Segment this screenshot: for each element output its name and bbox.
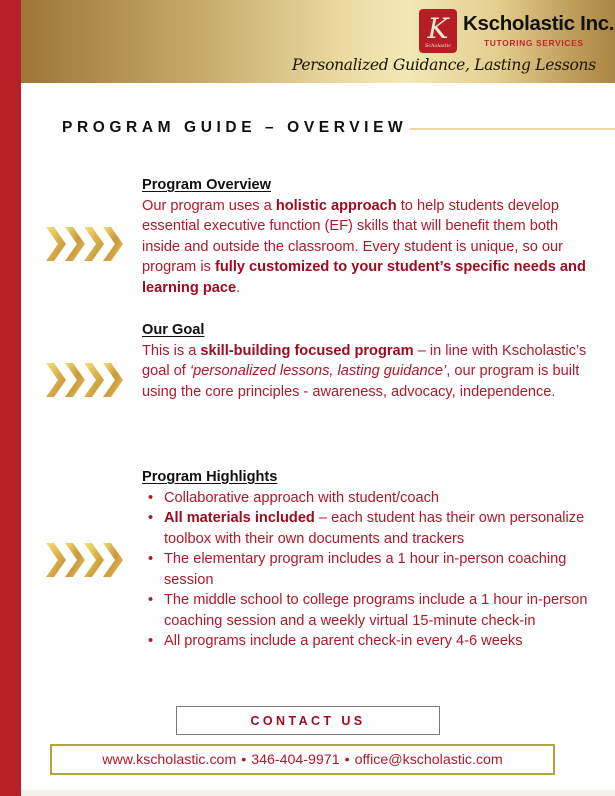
title-divider — [410, 128, 615, 130]
separator: • — [241, 751, 247, 768]
phone-link[interactable]: 346-404-9971 — [251, 751, 340, 768]
website-link[interactable]: www.kscholastic.com — [102, 751, 237, 768]
left-accent-bar — [0, 0, 21, 796]
emphasis-text: holistic approach — [275, 197, 397, 214]
brand-name: Kscholastic Inc. — [463, 12, 615, 35]
chevron-arrows-icon — [46, 543, 126, 577]
email-link[interactable]: office@kscholastic.com — [354, 751, 503, 768]
section-program-highlights — [142, 467, 597, 652]
body-text: to help students develop essential executive function (EF) skills that will benefit them both inside and outside the classroom. Every student is unique, so our program is — [142, 197, 564, 275]
highlights-list — [142, 488, 597, 652]
body-text: Our program uses a — [142, 197, 276, 214]
section-heading: Our Goal — [142, 322, 205, 338]
section-our-goal — [142, 320, 597, 402]
section-body — [142, 196, 597, 299]
brand-subtitle: TUTORING SERVICES — [484, 38, 584, 48]
emphasis-text: fully customized to your student’s specific needs and learning pace — [142, 259, 586, 296]
chevron-arrows-icon — [46, 227, 126, 261]
tagline: Personalized Guidance, Lasting Lessons — [292, 56, 596, 74]
contact-us-button[interactable]: CONTACT US — [176, 706, 440, 735]
chevron-arrows-icon — [46, 363, 126, 397]
list-item: • Collaborative approach with student/coach — [142, 488, 597, 509]
logo-subtext: Scholastic — [424, 42, 451, 49]
body-text: – in line with Kscholastic’s goal of — [142, 342, 587, 379]
bottom-strip — [21, 790, 615, 796]
list-item: • The middle school to college programs include a 1 hour in-person coaching session and a weekly virtual 15-minute check-in — [142, 590, 597, 631]
section-body — [142, 341, 597, 403]
section-heading: Program Overview — [142, 177, 271, 193]
list-item: • The elementary program includes a 1 hour in-person coaching session — [142, 549, 597, 590]
company-logo — [419, 9, 457, 53]
body-text: . — [236, 279, 241, 296]
page-title: PROGRAM GUIDE – OVERVIEW — [62, 119, 408, 136]
body-text: ‘personalized lessons, lasting guidance’ — [189, 363, 447, 379]
section-program-overview — [142, 175, 597, 298]
separator: • — [344, 751, 350, 768]
emphasis-text: skill-building focused program — [200, 342, 414, 359]
section-heading: Program Highlights — [142, 469, 278, 485]
contact-info-bar — [50, 744, 555, 775]
list-item: • All programs include a parent check-in every 4-6 weeks — [142, 631, 597, 652]
list-item: • All materials included – each student has their own personalize toolbox with their own documents and trackers — [142, 508, 597, 549]
body-text: , our program is built using the core principles - awareness, advocacy, independence. — [142, 363, 580, 400]
body-text: This is a — [142, 342, 201, 359]
logo-letter: K — [427, 11, 449, 45]
